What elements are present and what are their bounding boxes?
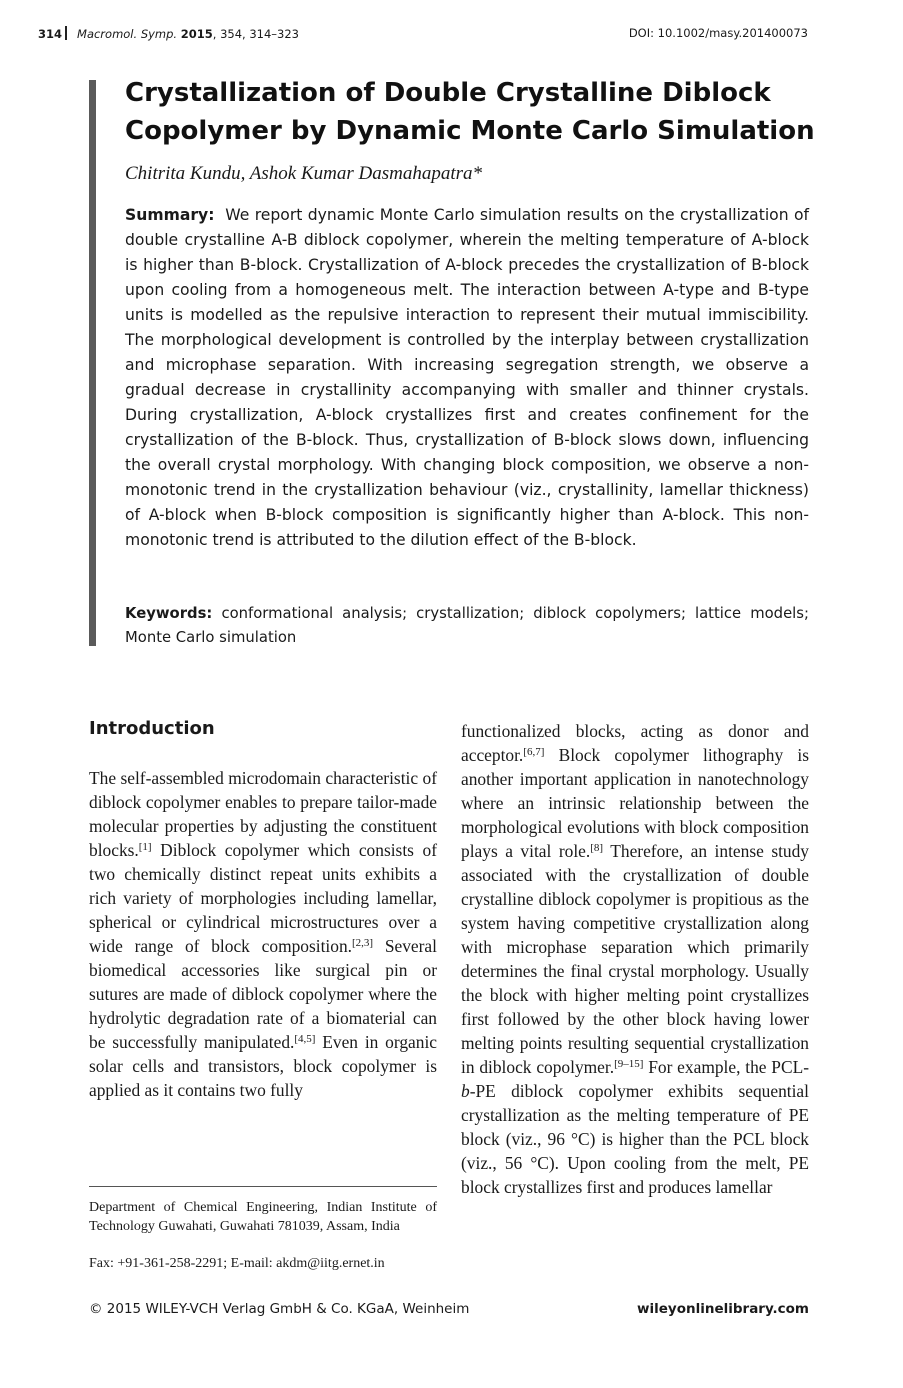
citation[interactable]: [1] (138, 841, 152, 853)
article-title: Crystallization of Double Crystalline Diblock Copolymer by Dynamic Monte Carlo Simulation (125, 78, 815, 146)
intro-text: The self-assembled microdomain characteristic of diblock copolymer enables to prepare tailor-made molecular properties by adjusting the constituent blocks. (89, 768, 437, 860)
summary-label: Summary: (125, 206, 215, 224)
summary-text: We report dynamic Monte Carlo simulation results on the crystallization of double crystalline A-B diblock copolymer, wherein the melting temperature of A-block is higher than B-block. Crystallization of A-block precedes the crystallization of B-block upon cooling from a homogeneous melt. The interaction between A-type and B-type units is modelled as the repulsive interaction to represent their mutual immiscibility. The morphological development is controlled by the interplay between crystallization and microphase separation. With increasing segregation strength, we observe a gradual decrease in crystallinity accompanying with smaller and thinner crystals. During crystallization, A-block crystallizes first and creates confinement for the crystallization of the B-block. Thus, crystallization of B-block slows down, influencing the overall crystal morphology. With changing block composition, we observe a non-monotonic trend in the crystallization behaviour (viz., crystallinity, lamellar thickness) of A-block when B-block composition is significantly higher than A-block. This non-monotonic trend is attributed to the dilution effect of the B-block. (125, 206, 809, 549)
abstract-accent-bar (89, 80, 96, 646)
citation[interactable]: [4,5] (294, 1033, 316, 1045)
intro-left-column (89, 766, 437, 1102)
abstract (125, 203, 809, 553)
keywords-label: Keywords: (125, 605, 213, 622)
section-heading-introduction: Introduction (89, 718, 215, 739)
keywords (125, 602, 809, 650)
intro-text: Therefore, an intense study associated with the crystallization of double crystalline diblock copolymer is propitious as the system having competitive crystallization along with microphase separation which primarily determines the final crystal morphology. Usually the block with higher melting point crystallizes first followed by the other block having lower melting points resulting sequential crystallization in diblock copolymer. (461, 841, 810, 1077)
intro-text: -PE diblock copolymer exhibits sequential crystallization as the melting temperature of PE block (viz., 96 °C) is higher than the PCL block (viz., 56 °C). Upon cooling from the melt, PE block crystallizes first and produces lamellar (461, 1081, 809, 1197)
footnote-rule (89, 1186, 437, 1187)
doi: DOI: 10.1002/masy.201400073 (628, 26, 808, 40)
citation[interactable]: [9–15] (614, 1058, 644, 1070)
website-link[interactable]: wileyonlinelibrary.com (637, 1301, 809, 1317)
contact-footnote: Fax: +91-361-258-2291; E-mail: akdm@iitg.ernet.in (89, 1256, 385, 1271)
header-divider (65, 26, 67, 40)
intro-text: For example, the PCL- (643, 1057, 809, 1077)
author-list: Chitrita Kundu, Ashok Kumar Dasmahapatra* (125, 163, 482, 184)
intro-text: Block copolymer lithography is another important application in nanotechnology where an intrinsic relationship between the morphological evolutions with block composition plays a vital role. (461, 745, 809, 861)
citation[interactable]: [2,3] (351, 937, 374, 949)
citation[interactable]: [6,7] (523, 746, 545, 758)
keywords-text: conformational analysis; crystallization; diblock copolymers; lattice models; Monte Carlo simulation (125, 605, 809, 646)
copyright-notice: © 2015 WILEY-VCH Verlag GmbH & Co. KGaA, Weinheim (89, 1301, 470, 1317)
affiliation-footnote: Department of Chemical Engineering, Indian Institute of Technology Guwahati, Guwahati 781039, Assam, India (89, 1200, 437, 1234)
italic-b: b (461, 1081, 470, 1101)
journal-year: 2015 (180, 27, 213, 41)
intro-text: Several biomedical accessories like surgical pin or sutures are made of diblock copolymer where the hydrolytic degradation rate of a biomaterial can be successfully manipulated. (89, 936, 437, 1052)
page-number: 314 (38, 27, 63, 41)
intro-right-column (461, 719, 809, 1199)
running-header (38, 26, 299, 41)
intro-text: functionalized blocks, acting as donor and acceptor. (461, 721, 809, 765)
intro-text: Even in organic solar cells and transistors, block copolymer is applied as it contains two fully (89, 1032, 438, 1100)
intro-text: Diblock copolymer which consists of two chemically distinct repeat units exhibits a rich variety of morphologies including lamellar, spherical or cylindrical microstructures over a wide range of block composition. (89, 840, 437, 956)
volume-pages: , 354, 314–323 (212, 27, 299, 41)
citation[interactable]: [8] (590, 842, 604, 854)
journal-name: Macromol. Symp. (77, 27, 178, 41)
